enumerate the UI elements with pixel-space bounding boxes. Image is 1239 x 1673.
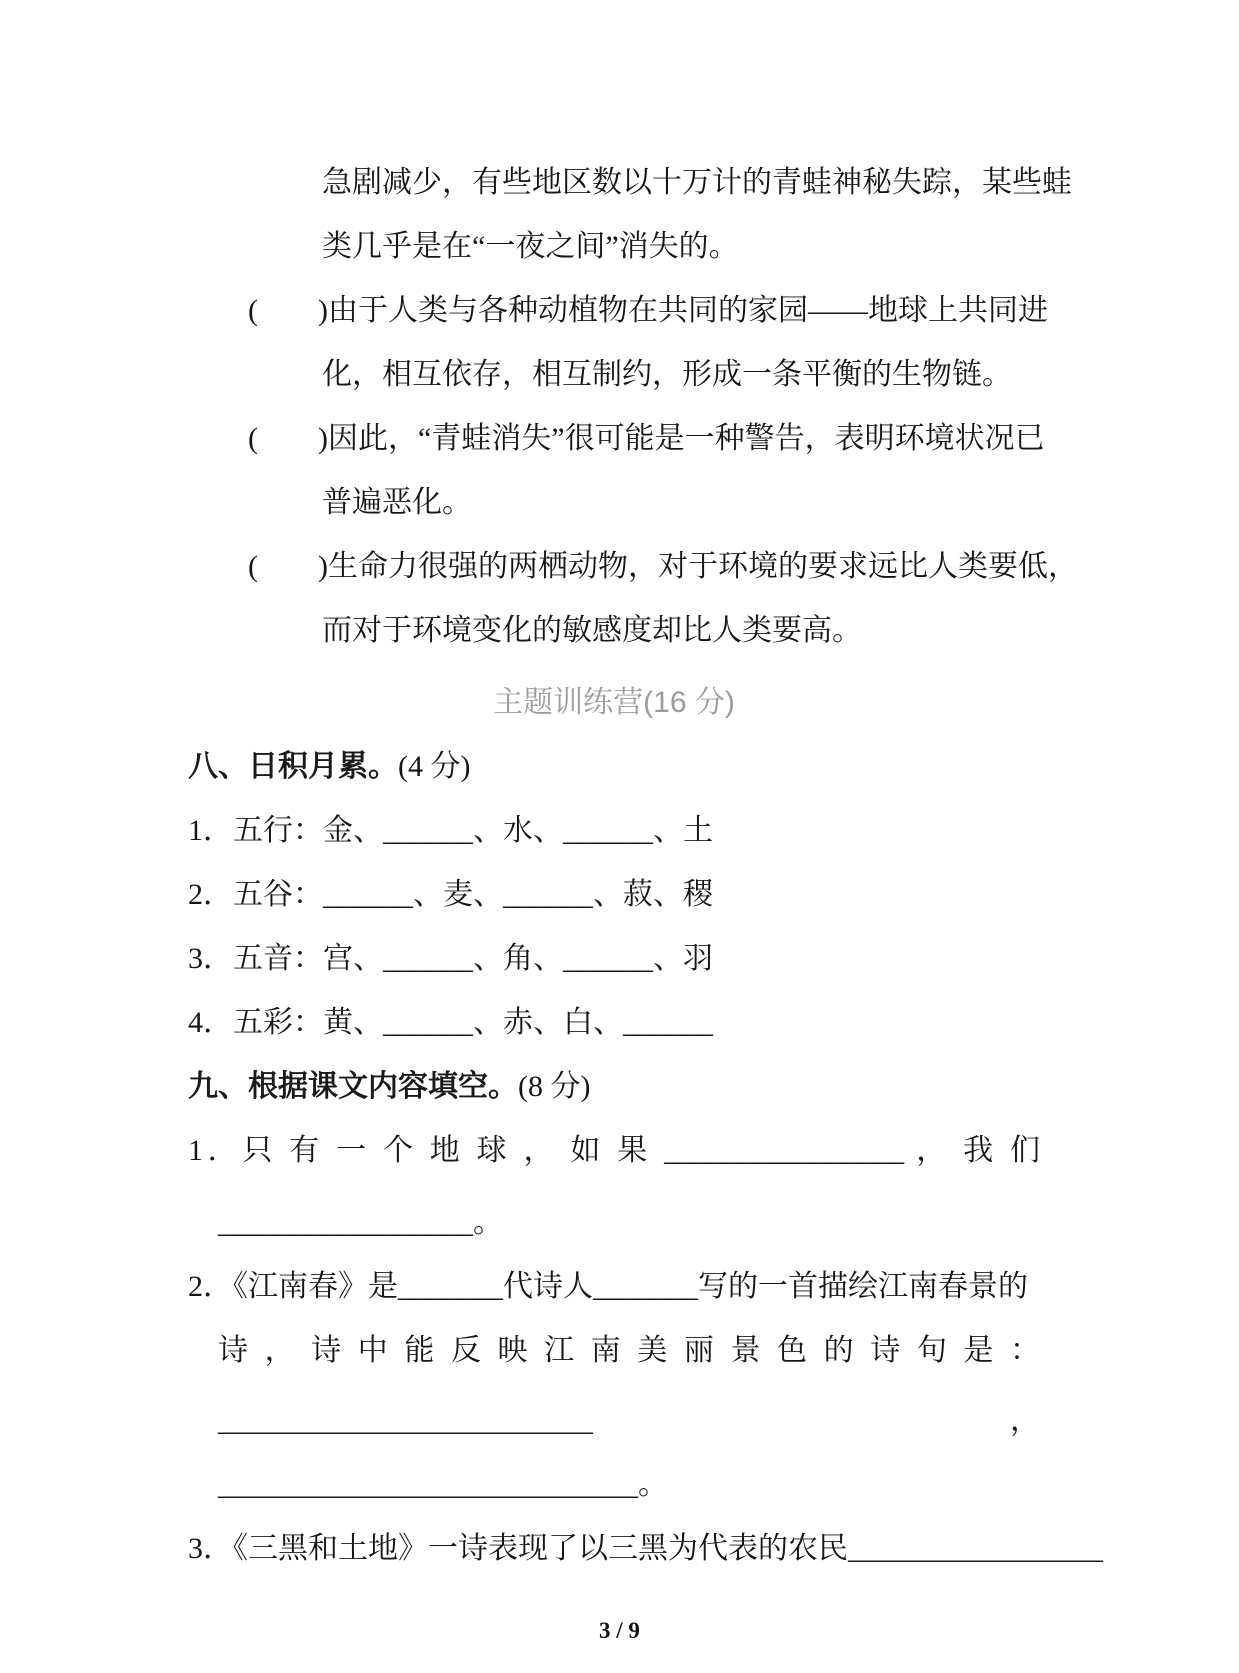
bracket-item-continuation: 而对于环境变化的敏感度却比人类要高。 <box>322 614 862 647</box>
page-number: 3 / 9 <box>599 1618 640 1643</box>
section-points: (8 分) <box>518 1070 591 1103</box>
paragraph-line: 急剧减少，有些地区数以十万计的青蛙神秘失踪，某些蛙 <box>322 166 1072 199</box>
blank-line-with-comma <box>188 1389 1040 1453</box>
section-title: 八、日积月累。 <box>188 750 398 783</box>
bracket-item-text: 生命力很强的两栖动物，对于环境的要求远比人类要低， <box>327 550 1078 583</box>
bracket-item <box>248 535 1078 599</box>
section-banner <box>188 671 1040 735</box>
answer-bracket: ( ) <box>248 422 328 455</box>
section-heading-8 <box>188 735 1040 799</box>
bracket-item-continuation: 化，相互依存，相互制约，形成一条平衡的生物链。 <box>322 358 1012 391</box>
question-line: 1．只 有 一 个 地 球 ， 如 果 ________________ ， 我 们 <box>188 1134 1040 1167</box>
question-line: 2．《江南春》是_______代诗人_______写的一首描绘江南春景的 <box>188 1270 1028 1303</box>
section-banner-text: 主题训练营(16 分) <box>493 686 735 719</box>
page-content <box>188 151 1103 1581</box>
answer-blank: _________________________ <box>218 1404 593 1437</box>
question-line: 诗 ， 诗 中 能 反 映 江 南 美 丽 景 色 的 诗 句 是 ： <box>218 1334 1040 1367</box>
bracket-item-text: 由于人类与各种动植物在共同的家园——地球上共同进 <box>327 294 1048 327</box>
bracket-item <box>248 279 1048 343</box>
fill-blank-item: 1．五行：金、______、水、______、土 <box>188 814 713 847</box>
paragraph-line: 类几乎是在“一夜之间”消失的。 <box>322 230 739 263</box>
blank-line: ____________________________。 <box>218 1468 668 1501</box>
fill-blank-item: 4．五彩：黄、______、赤、白、______ <box>188 1006 713 1039</box>
trailing-comma: ， <box>1010 1404 1040 1437</box>
section-title: 九、根据课文内容填空。 <box>188 1070 518 1103</box>
answer-bracket: ( ) <box>248 294 328 327</box>
blank-line: _________________。 <box>218 1206 503 1239</box>
bracket-item <box>248 407 1045 471</box>
fill-blank-item: 2．五谷：______、麦、______、菽、稷 <box>188 878 713 911</box>
bracket-item-text: 因此，“青蛙消失”很可能是一种警告，表明环境状况已 <box>327 422 1045 455</box>
question-line: 3．《三黑和土地》一诗表现了以三黑为代表的农民_________________ <box>188 1532 1103 1565</box>
bracket-item-continuation: 普遍恶化。 <box>322 486 472 519</box>
fill-blank-item: 3．五音：宫、______、角、______、羽 <box>188 942 713 975</box>
section-heading-9 <box>188 1055 1040 1119</box>
section-points: (4 分) <box>398 750 471 783</box>
answer-bracket: ( ) <box>248 550 328 583</box>
